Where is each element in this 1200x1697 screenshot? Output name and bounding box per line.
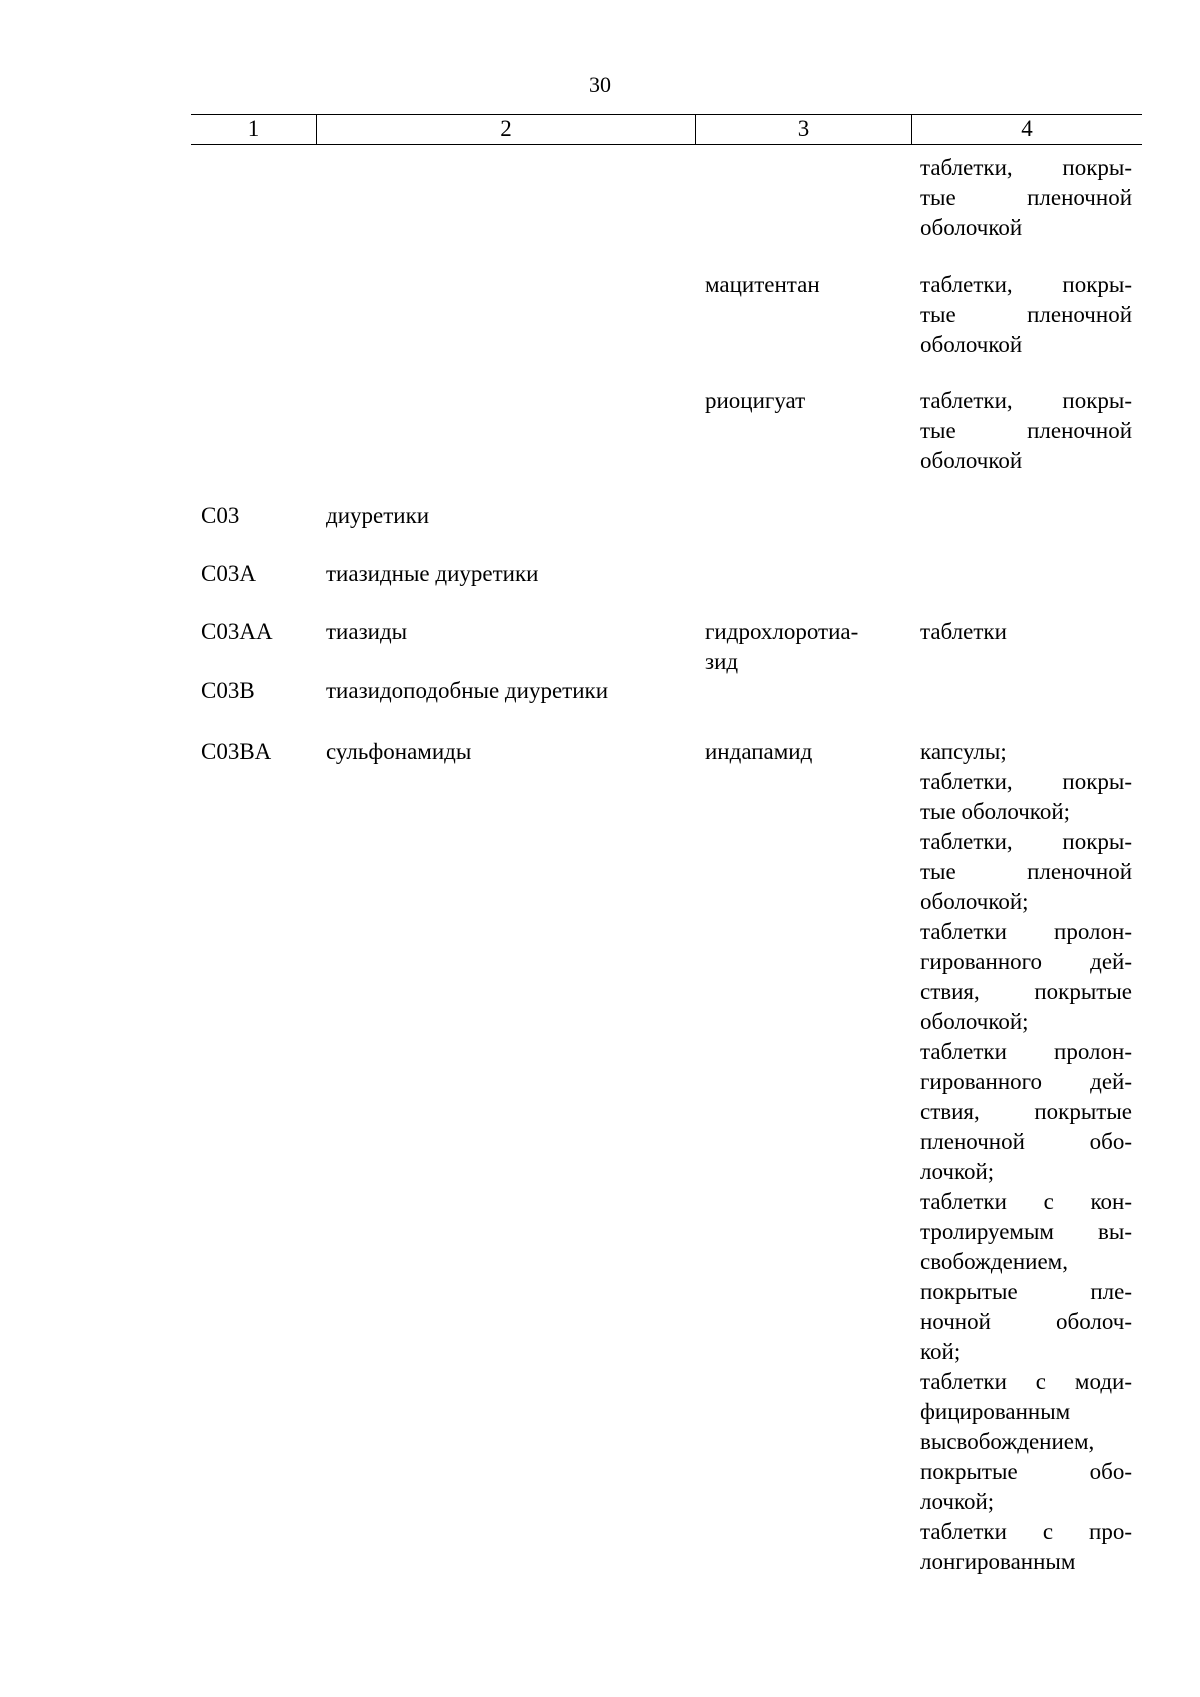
drug-name-line: зид [705, 649, 739, 674]
dosage-form-line: гированного дей- [920, 1069, 1132, 1094]
drug-name [705, 386, 895, 416]
drug-name-line: риоцигуат [705, 388, 806, 413]
dosage-form-line: лочкой; [920, 1489, 995, 1514]
dosage-forms [920, 617, 1132, 647]
drug-name-line: мацитентан [705, 272, 820, 297]
dosage-form-line: фицированным [920, 1399, 1071, 1424]
dosage-form-line: ночной оболоч- [920, 1309, 1132, 1334]
drug-name-line: индапамид [705, 739, 813, 764]
dosage-form-line: оболочкой; [920, 1009, 1029, 1034]
dosage-form-line: таблетки, покры- [920, 388, 1132, 413]
dosage-form-line: таблетки, покры- [920, 829, 1132, 854]
atx-code: C03BA [201, 739, 272, 764]
dosage-form-line: тые пленочной [920, 185, 1132, 210]
header-col-2: 2 [316, 115, 695, 144]
dosage-form-line: оболочкой [920, 332, 1023, 357]
dosage-form-line: гированного дей- [920, 949, 1132, 974]
dosage-form-line: таблетки с кон- [920, 1189, 1132, 1214]
dosage-form-line: таблетки пролон- [920, 1039, 1132, 1064]
dosage-form-line: пленочной обо- [920, 1129, 1132, 1154]
dosage-form-line: тые пленочной [920, 418, 1132, 443]
anatomical-group-name: тиазиды [326, 619, 408, 644]
dosage-form-line: оболочкой [920, 215, 1023, 240]
dosage-form-line: покрытые обо- [920, 1459, 1132, 1484]
dosage-form-line: лочкой; [920, 1159, 995, 1184]
atx-code: C03 [201, 503, 240, 528]
dosage-form-line: оболочкой; [920, 889, 1029, 914]
dosage-form-line: таблетки с про- [920, 1519, 1132, 1544]
dosage-form-line: тые оболочкой; [920, 799, 1071, 824]
dosage-forms [920, 737, 1132, 1577]
header-col-4: 4 [911, 115, 1142, 144]
dosage-form-line: ствия, покрытые [920, 979, 1132, 1004]
dosage-form-line: кой; [920, 1339, 961, 1364]
drug-name [705, 737, 895, 767]
dosage-form-line: таблетки пролон- [920, 919, 1132, 944]
page-number: 30 [589, 72, 611, 97]
dosage-form-line: таблетки, покры- [920, 272, 1132, 297]
dosage-form-line: тые пленочной [920, 859, 1132, 884]
dosage-form-line: тролируемым вы- [920, 1219, 1132, 1244]
dosage-form-line: таблетки с моди- [920, 1369, 1132, 1394]
dosage-form-line: таблетки [920, 619, 1007, 644]
dosage-form-line: тые пленочной [920, 302, 1132, 327]
dosage-form-line: высвобождением, [920, 1429, 1095, 1454]
dosage-form-line: капсулы; [920, 739, 1007, 764]
dosage-forms [920, 153, 1132, 243]
anatomical-group-name: тиазидные диуретики [326, 561, 539, 586]
dosage-form-line: покрытые пле- [920, 1279, 1132, 1304]
anatomical-group-name: тиазидоподобные диуретики [326, 678, 608, 703]
header-col-1: 1 [247, 116, 260, 141]
dosage-form-line: ствия, покрытые [920, 1099, 1132, 1124]
drug-name [705, 617, 895, 677]
header-col-3: 3 [695, 115, 911, 144]
anatomical-group-name: диуретики [326, 503, 430, 528]
dosage-form-line: таблетки, покры- [920, 155, 1132, 180]
dosage-form-line: свобождением, [920, 1249, 1068, 1274]
drug-name-line: гидрохлоротиа- [705, 619, 859, 644]
dosage-forms [920, 270, 1132, 360]
dosage-form-line: лонгированным [920, 1549, 1076, 1574]
table-header [191, 114, 1142, 145]
atx-code: C03A [201, 561, 256, 586]
dosage-form-line: таблетки, покры- [920, 769, 1132, 794]
anatomical-group-name: сульфонамиды [326, 739, 472, 764]
atx-code: C03AA [201, 619, 273, 644]
dosage-form-line: оболочкой [920, 448, 1023, 473]
atx-code: C03B [201, 678, 255, 703]
dosage-forms [920, 386, 1132, 476]
drug-name [705, 270, 895, 300]
